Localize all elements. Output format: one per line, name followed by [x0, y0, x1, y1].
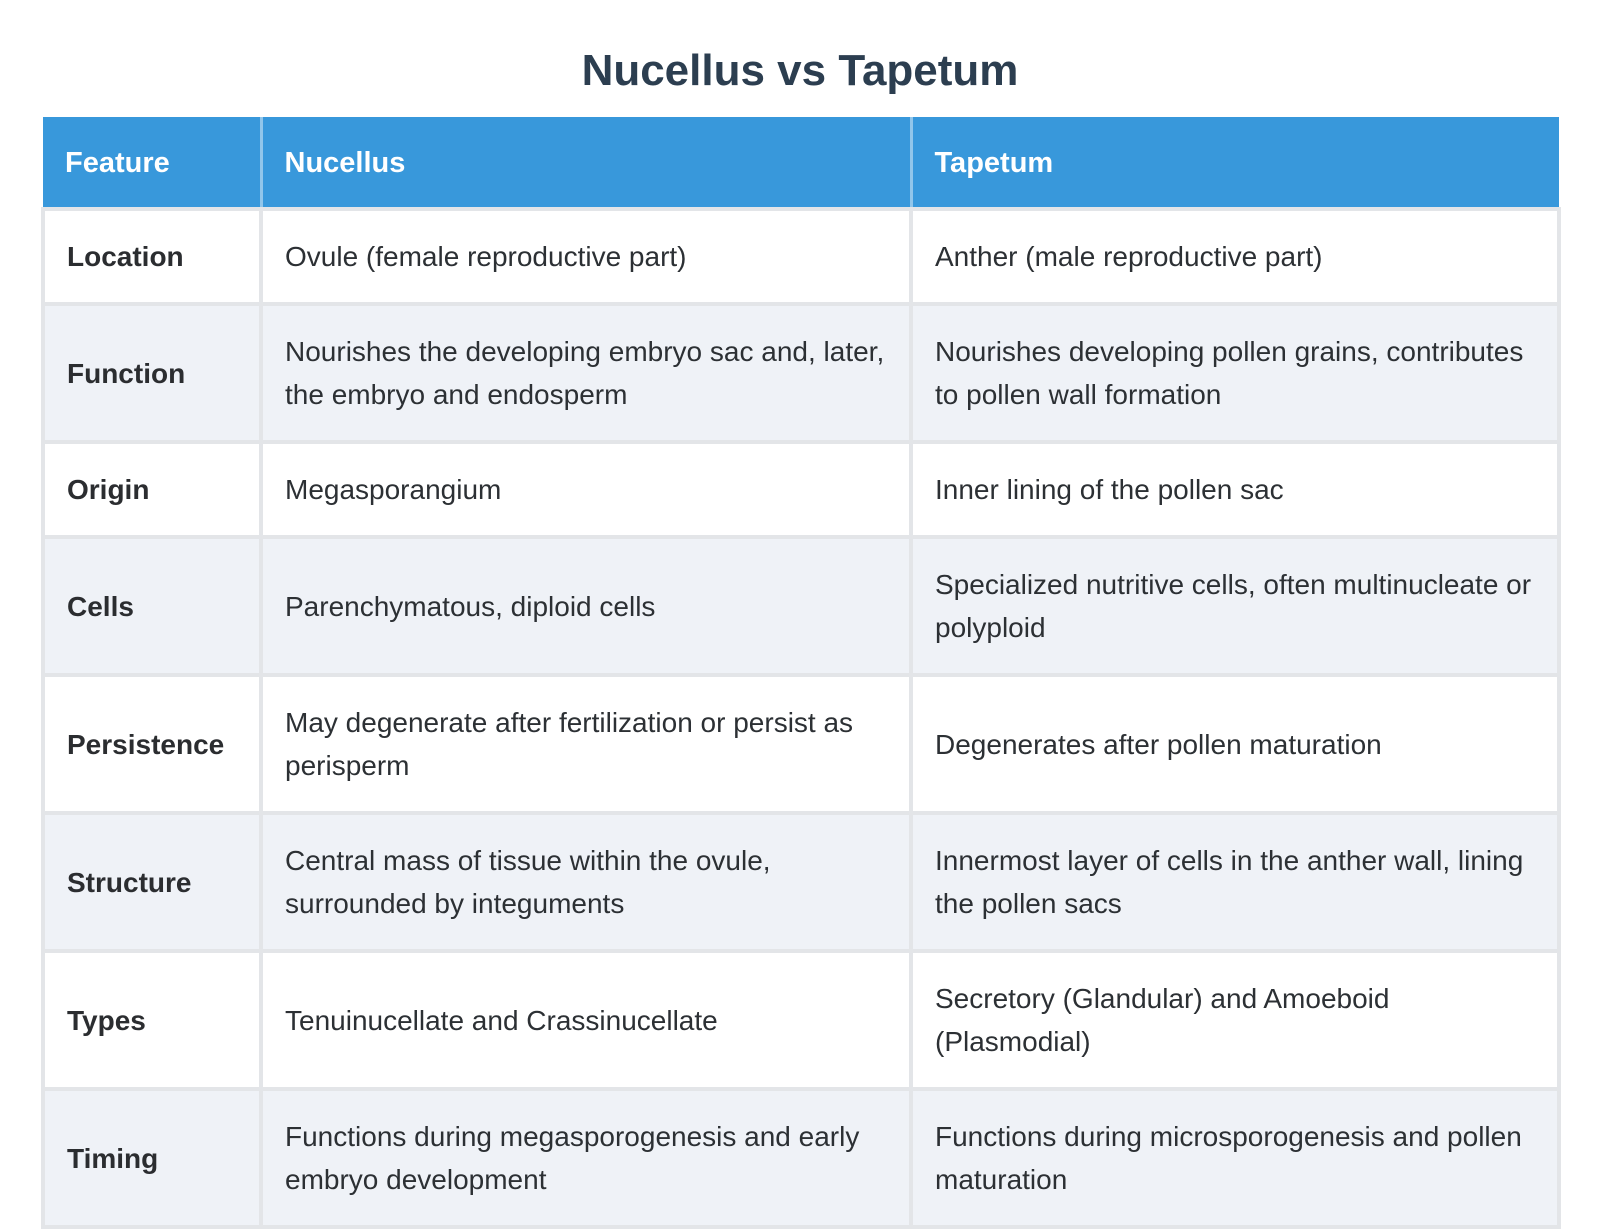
nucellus-cell: Nourishes the developing embryo sac and, later, the embryo and endosperm — [261, 304, 911, 442]
tapetum-cell: Anther (male reproductive part) — [911, 209, 1559, 304]
feature-label: Structure — [43, 813, 261, 951]
table-row-origin — [43, 442, 1559, 537]
nucellus-cell: Megasporangium — [261, 442, 911, 537]
table-row-timing — [43, 1089, 1559, 1227]
table-row-function — [43, 304, 1559, 442]
feature-label: Persistence — [43, 675, 261, 813]
tapetum-cell: Specialized nutritive cells, often multinucleate or polyploid — [911, 537, 1559, 675]
table-row-types — [43, 951, 1559, 1089]
feature-label: Cells — [43, 537, 261, 675]
nucellus-cell: Tenuinucellate and Crassinucellate — [261, 951, 911, 1089]
page-title: Nucellus vs Tapetum — [581, 46, 1019, 95]
header-cell-feature: Feature — [43, 117, 261, 209]
feature-label: Location — [43, 209, 261, 304]
feature-label: Function — [43, 304, 261, 442]
table-row-location — [43, 209, 1559, 304]
tapetum-cell: Degenerates after pollen maturation — [911, 675, 1559, 813]
table-row-persistence — [43, 675, 1559, 813]
comparison-table — [41, 117, 1561, 1229]
table-row-cells — [43, 537, 1559, 675]
feature-label: Origin — [43, 442, 261, 537]
tapetum-cell: Inner lining of the pollen sac — [911, 442, 1559, 537]
nucellus-cell: Functions during megasporogenesis and early embryo development — [261, 1089, 911, 1227]
header-cell-nucellus: Nucellus — [261, 117, 911, 209]
feature-label: Types — [43, 951, 261, 1089]
table-row-structure — [43, 813, 1559, 951]
tapetum-cell: Functions during microsporogenesis and pollen maturation — [911, 1089, 1559, 1227]
tapetum-cell: Nourishes developing pollen grains, contributes to pollen wall formation — [911, 304, 1559, 442]
nucellus-cell: May degenerate after fertilization or persist as perisperm — [261, 675, 911, 813]
tapetum-cell: Secretory (Glandular) and Amoeboid (Plasmodial) — [911, 951, 1559, 1089]
nucellus-cell: Central mass of tissue within the ovule, surrounded by integuments — [261, 813, 911, 951]
nucellus-cell: Parenchymatous, diploid cells — [261, 537, 911, 675]
nucellus-cell: Ovule (female reproductive part) — [261, 209, 911, 304]
feature-label: Timing — [43, 1089, 261, 1227]
tapetum-cell: Innermost layer of cells in the anther wall, lining the pollen sacs — [911, 813, 1559, 951]
header-cell-tapetum: Tapetum — [911, 117, 1559, 209]
header-row — [43, 117, 1559, 209]
